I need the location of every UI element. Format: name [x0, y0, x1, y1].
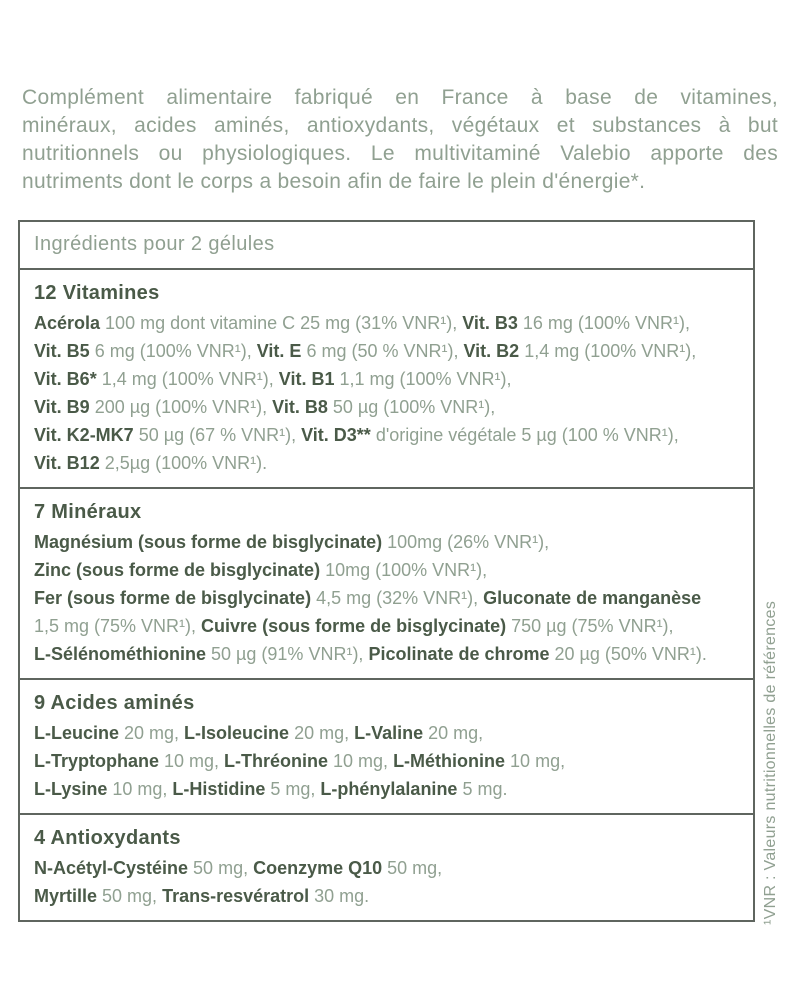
ingredient-line	[34, 393, 739, 421]
ingredient-name: Vit. K2-MK7	[34, 425, 139, 445]
ingredient-line	[34, 775, 739, 803]
ingredient-name: L-Leucine	[34, 723, 125, 743]
ingredient-name: Vit. E	[256, 341, 307, 361]
ingredient-name: Vit. B8	[272, 397, 333, 417]
ingredient-name: L-phénylalanine	[320, 779, 463, 799]
intro-paragraph	[22, 84, 778, 196]
ingredient-value: 200 µg (100% VNR¹),	[94, 397, 273, 417]
ingredient-value: 100mg (26% VNR¹),	[387, 532, 550, 552]
ingredient-name: Zinc (sous forme de bisglycinate)	[34, 560, 326, 580]
intro-line: Complément alimentaire fabriqué en France à base de vitamines,	[22, 86, 778, 109]
ingredient-name: Vit. B12	[34, 453, 105, 473]
ingredient-name: Coenzyme Q10	[253, 858, 388, 878]
ingredient-line	[34, 584, 739, 612]
ingredient-name: Fer (sous forme de bisglycinate)	[34, 588, 317, 608]
ingredient-value: 4,5 mg (32% VNR¹),	[316, 588, 484, 608]
ingredients-table	[18, 220, 755, 922]
ingredient-value: 5 mg,	[270, 779, 321, 799]
section-title: 7 Minéraux	[34, 501, 142, 523]
ingredient-line	[34, 309, 739, 337]
ingredient-name: Picolinate de chrome	[368, 644, 555, 664]
ingredient-line	[34, 719, 739, 747]
section-title: 12 Vitamines	[34, 282, 160, 304]
ingredient-name: L-Lysine	[34, 779, 113, 799]
ingredient-name: L-Isoleucine	[184, 723, 295, 743]
ingredient-name: L-Valine	[354, 723, 429, 743]
ingredients-section-2	[20, 489, 753, 680]
ingredient-value: 30 mg.	[314, 886, 370, 906]
ingredients-section-3	[20, 680, 753, 815]
ingredient-value: 20 mg,	[428, 723, 484, 743]
ingredient-line	[34, 640, 739, 668]
ingredient-line	[34, 747, 739, 775]
ingredient-name: Magnésium (sous forme de bisglycinate)	[34, 532, 388, 552]
ingredient-value: 10 mg,	[510, 751, 566, 771]
ingredient-value: 16 mg (100% VNR¹),	[522, 313, 690, 333]
ingredient-line	[34, 556, 739, 584]
ingredient-name: Vit. B6*	[34, 369, 102, 389]
ingredient-value: 1,4 mg (100% VNR¹),	[101, 369, 279, 389]
ingredient-name: L-Histidine	[172, 779, 271, 799]
ingredient-name: Vit. B2	[463, 341, 525, 361]
ingredient-line	[34, 528, 739, 556]
ingredient-name: Acérola	[34, 313, 106, 333]
ingredient-value: 1,4 mg (100% VNR¹),	[524, 341, 697, 361]
section-title: 4 Antioxydants	[34, 827, 181, 849]
ingredient-line	[34, 365, 739, 393]
ingredient-value: 1,5 mg (75% VNR¹),	[34, 616, 202, 636]
intro-line: nutriments dont le corps a besoin afin de faire le plein d'énergie*.	[22, 170, 646, 193]
ingredient-value: 2,5µg (100% VNR¹).	[104, 453, 268, 473]
section-title: 9 Acides aminés	[34, 692, 195, 714]
ingredient-value: 50 µg (91% VNR¹),	[211, 644, 369, 664]
ingredient-name: Gluconate de manganèse	[483, 588, 702, 608]
ingredient-name: Trans-resvératrol	[162, 886, 315, 906]
vnr-footnote: ¹VNR : Valeurs nutritionnelles de références	[762, 600, 779, 925]
ingredients-section-1	[20, 270, 753, 489]
ingredient-value: 10 mg,	[333, 751, 394, 771]
ingredient-value: 750 µg (75% VNR¹),	[511, 616, 674, 636]
ingredient-name: Cuivre (sous forme de bisglycinate)	[201, 616, 512, 636]
intro-line: nutritionnels ou physiologiques. Le multivitaminé Valebio apporte des	[22, 142, 778, 165]
ingredient-name: Vit. D3**	[301, 425, 376, 445]
ingredient-name: L-Tryptophane	[34, 751, 164, 771]
ingredient-value: 10 mg,	[112, 779, 173, 799]
ingredients-sections	[20, 270, 753, 920]
ingredient-name: Vit. B3	[462, 313, 523, 333]
ingredient-name: Vit. B9	[34, 397, 95, 417]
ingredient-value: 10 mg,	[164, 751, 225, 771]
ingredients-section-4	[20, 815, 753, 920]
ingredient-value: d'origine végétale 5 µg (100 % VNR¹),	[375, 425, 679, 445]
ingredient-value: 10mg (100% VNR¹),	[325, 560, 488, 580]
ingredient-value: 6 mg (50 % VNR¹),	[306, 341, 464, 361]
ingredient-name: L-Sélénométhionine	[34, 644, 212, 664]
ingredient-value: 20 mg,	[124, 723, 185, 743]
ingredient-name: N-Acétyl-Cystéine	[34, 858, 194, 878]
ingredient-value: 5 mg.	[462, 779, 508, 799]
ingredient-value: 6 mg (100% VNR¹),	[94, 341, 257, 361]
ingredient-value: 50 µg (100% VNR¹),	[332, 397, 496, 417]
ingredient-value: 1,1 mg (100% VNR¹),	[339, 369, 512, 389]
ingredient-value: 50 mg,	[193, 858, 254, 878]
ingredient-line	[34, 882, 739, 910]
ingredient-line	[34, 337, 739, 365]
ingredient-name: L-Méthionine	[393, 751, 511, 771]
ingredient-line	[34, 421, 739, 449]
ingredient-value: 50 mg,	[102, 886, 163, 906]
ingredient-value: 20 µg (50% VNR¹).	[554, 644, 707, 664]
ingredient-name: Vit. B1	[278, 369, 340, 389]
ingredient-name: Vit. B5	[34, 341, 95, 361]
ingredient-name: L-Thréonine	[224, 751, 334, 771]
ingredient-line	[34, 854, 739, 882]
ingredient-value: 20 mg,	[294, 723, 355, 743]
table-header: Ingrédients pour 2 gélules	[20, 222, 753, 270]
intro-line: minéraux, acides aminés, antioxydants, végétaux et substances à but	[22, 114, 778, 137]
ingredient-line	[34, 612, 739, 640]
ingredient-line	[34, 449, 739, 477]
ingredient-value: 100 mg dont vitamine C 25 mg (31% VNR¹),	[105, 313, 463, 333]
ingredient-name: Myrtille	[34, 886, 103, 906]
ingredient-value: 50 mg,	[387, 858, 443, 878]
ingredient-value: 50 µg (67 % VNR¹),	[138, 425, 302, 445]
